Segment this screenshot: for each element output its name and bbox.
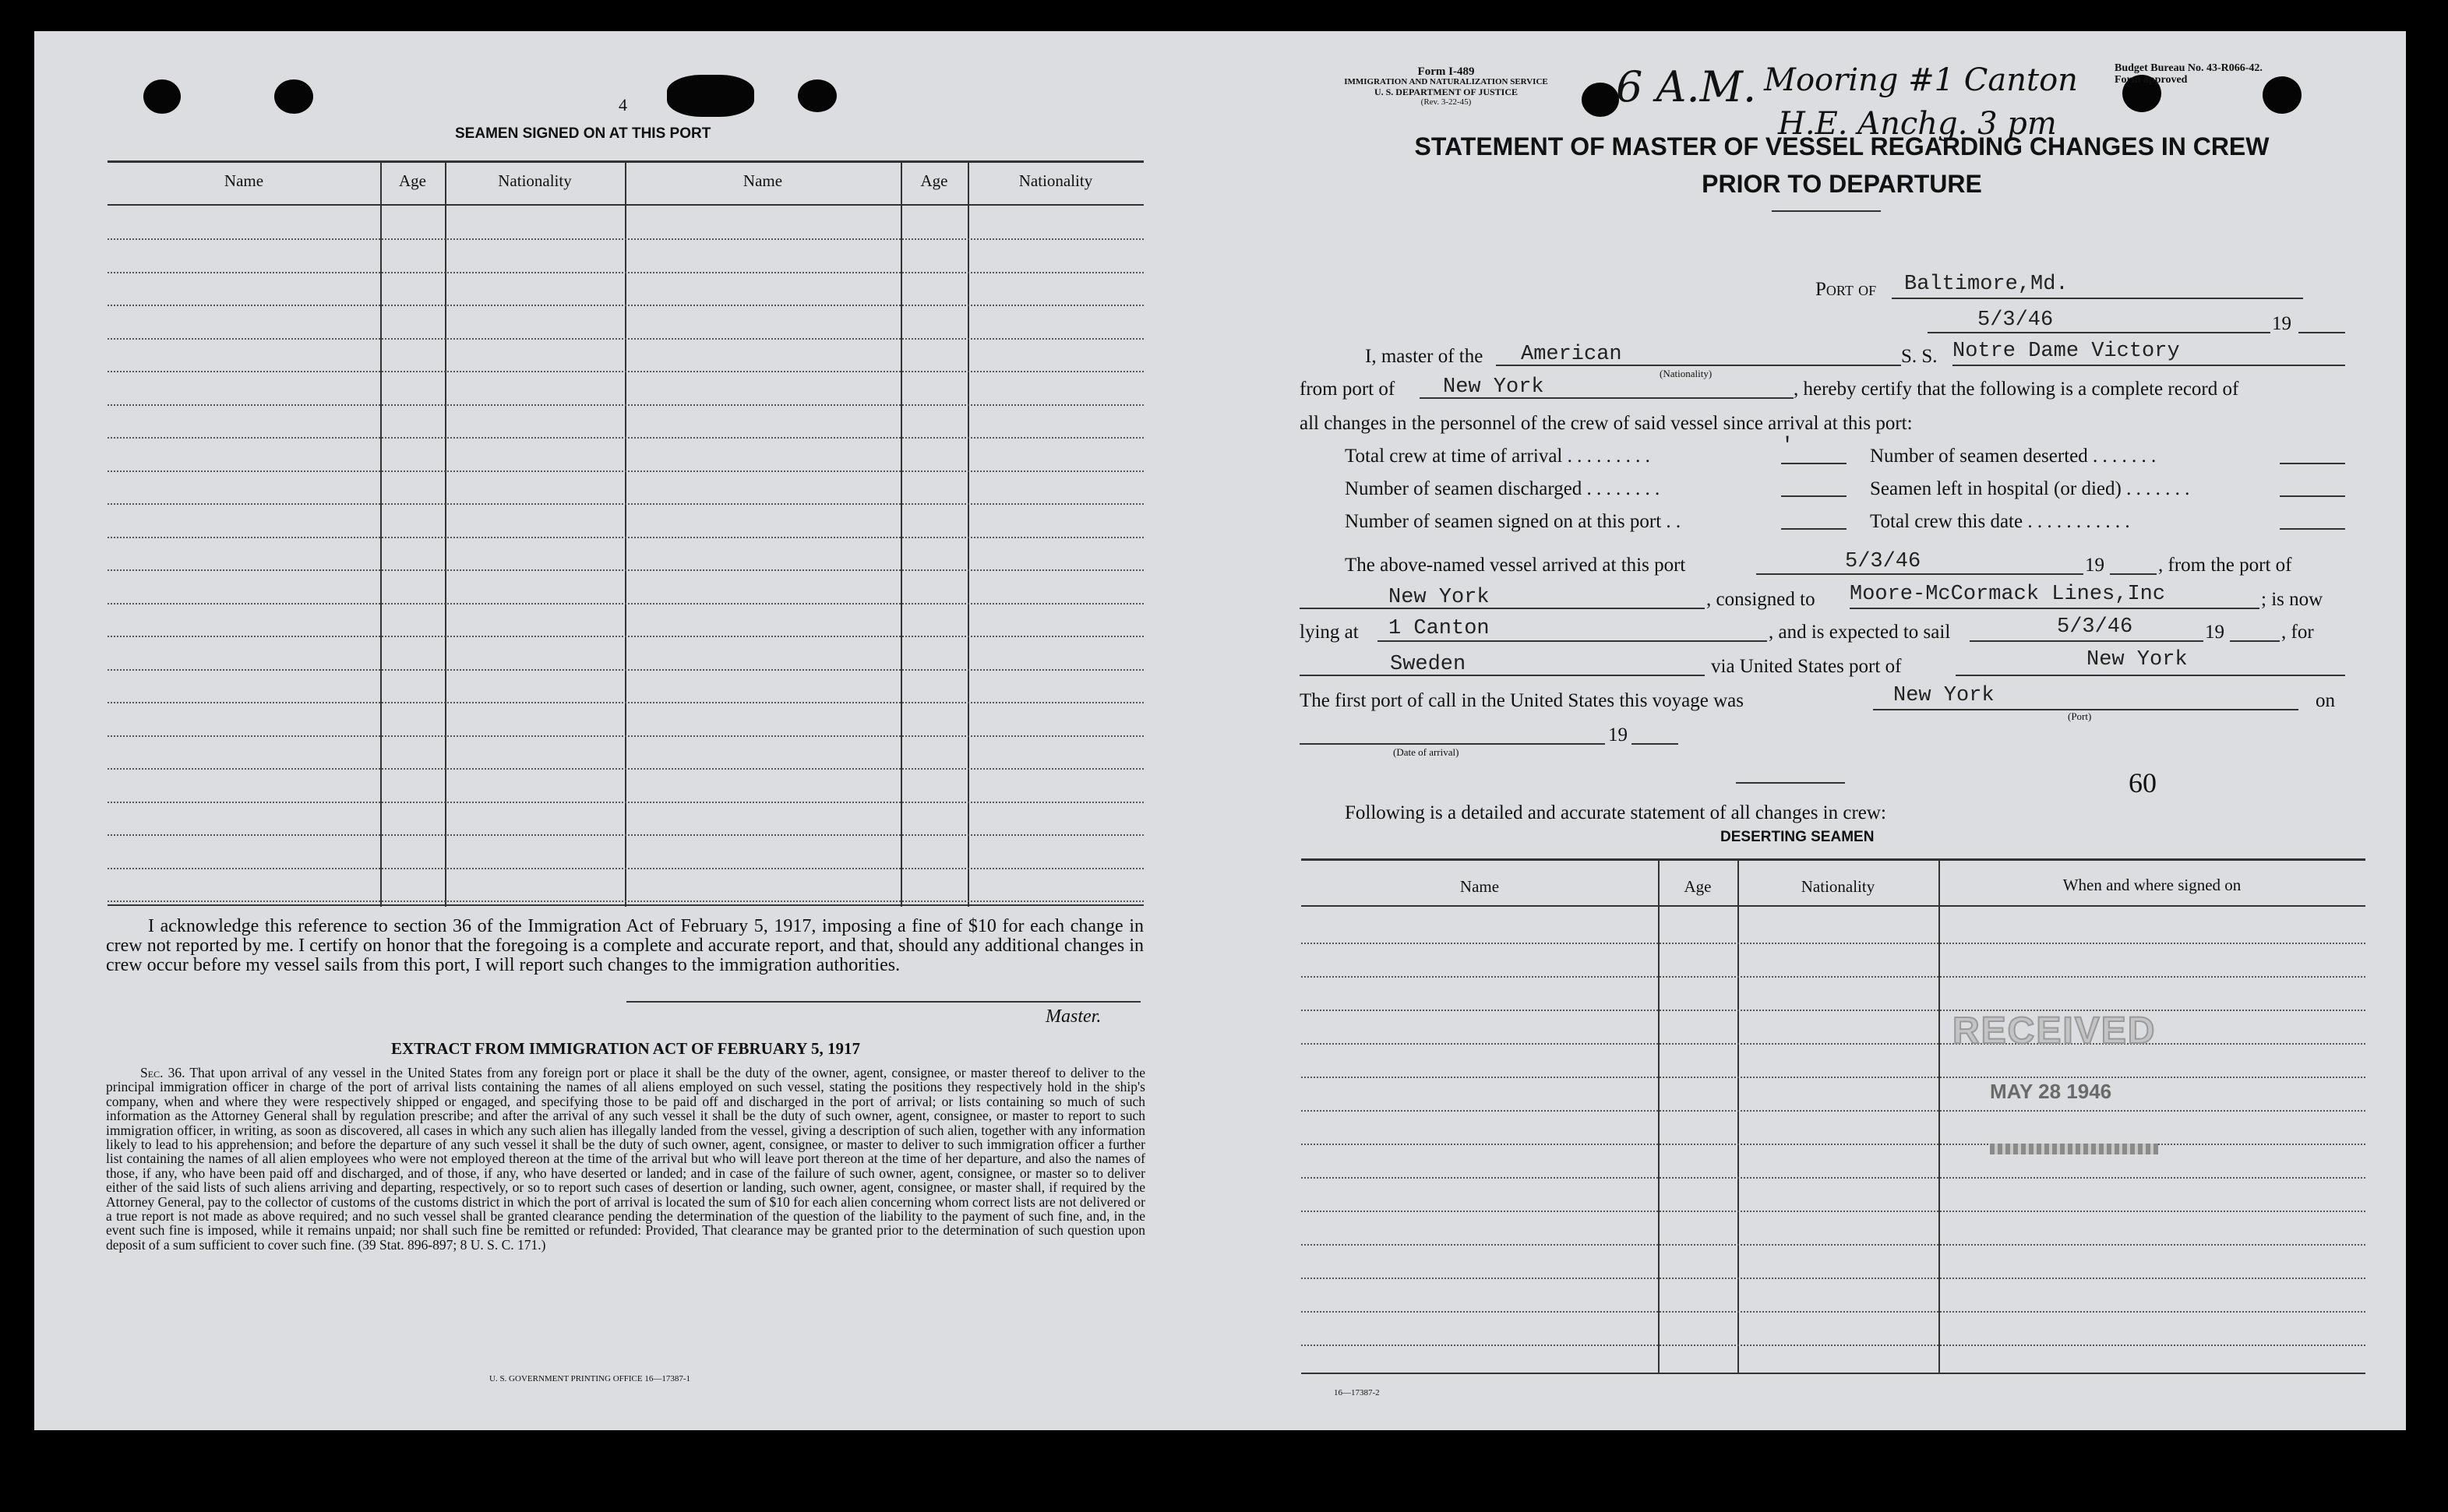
table-row-line (108, 569, 1144, 571)
table-row-line (1301, 1144, 2365, 1145)
table-row-line (1301, 1077, 2365, 1078)
table-row-line (108, 305, 1144, 306)
destination-value: Sweden (1390, 653, 1466, 676)
sail-date-value: 5/3/46 (2057, 615, 2133, 639)
table-row-line (108, 636, 1144, 637)
table-row-line (1301, 1211, 2365, 1212)
port-of-label: Port of (1815, 279, 1877, 300)
table-row-line (1301, 976, 2365, 978)
table-row-line (108, 735, 1144, 737)
for-label: , for (2281, 622, 2314, 643)
total-crew-arrival-label: Total crew at time of arrival . . . . . . . . . (1345, 446, 1650, 467)
from-port-of-value: New York (1388, 586, 1490, 609)
page-number: 4 (619, 95, 627, 115)
table-row-line (108, 371, 1144, 372)
total-crew-arrival-value: ' (1781, 435, 1794, 458)
table-row-line (108, 669, 1144, 671)
form-approved: Form approved (2115, 74, 2188, 86)
table-row-line (108, 802, 1144, 803)
form-header (1290, 67, 1602, 107)
redaction-mark (798, 79, 837, 112)
i-master-label: I, master of the (1365, 346, 1483, 367)
col-nationality: Nationality (1801, 877, 1875, 896)
gpo-imprint-left: U. S. GOVERNMENT PRINTING OFFICE 16—17387-1 (489, 1374, 691, 1383)
handwritten-time: 6 A.M. (1616, 62, 1757, 111)
year-label: 19 (2085, 555, 2104, 576)
stamp-smudge (1990, 1144, 2158, 1154)
port-value: Baltimore,Md. (1904, 273, 2069, 296)
table-row-line (1301, 1010, 2365, 1011)
col-name: Name (224, 171, 264, 190)
table-row-line (108, 437, 1144, 439)
redaction-mark (2263, 76, 2302, 114)
lying-at-label: lying at (1300, 622, 1359, 643)
ss-label: S. S. (1901, 346, 1938, 367)
received-stamp-date: MAY 28 1946 (1990, 1080, 2112, 1103)
deserting-title: DESERTING SEAMEN (1720, 829, 1875, 845)
table-row-line (108, 537, 1144, 538)
from-port-label: from port of (1300, 379, 1395, 400)
handwritten-anchorage-note: H.E. Anchg. 3 pm (1778, 106, 2057, 142)
extract-title: EXTRACT FROM IMMIGRATION ACT OF FEBRUARY 5, 1917 (390, 1039, 861, 1058)
via-port-value: New York (2086, 648, 2188, 671)
table-row-line (1301, 1244, 2365, 1246)
consignee-value: Moore-McCormack Lines,Inc (1850, 583, 2166, 606)
port-caption: (Port) (2068, 710, 2092, 722)
year-label: 19 (2272, 313, 2291, 334)
table-row-line (1301, 1177, 2365, 1179)
form-title (1328, 128, 2356, 203)
extract-lead: Sec. 36. (140, 1065, 185, 1080)
from-port-of-label: , from the port of (2158, 555, 2292, 576)
table-row-line (1301, 1043, 2365, 1045)
extract-text (106, 1066, 1145, 1252)
master-signature-line (626, 1001, 1141, 1003)
from-port-value: New York (1443, 375, 1544, 399)
date-of-arrival-caption: (Date of arrival) (1393, 746, 1459, 758)
first-port-value: New York (1893, 684, 1995, 707)
arrived-label: The above-named vessel arrived at this port (1345, 555, 1686, 576)
consigned-label: , consigned to (1706, 589, 1815, 610)
table-row-line (108, 702, 1144, 703)
redaction-mark (667, 75, 754, 117)
lying-at-value: 1 Canton (1388, 617, 1490, 640)
master-label: Master. (1046, 1006, 1102, 1027)
seamen-signed-label: Number of seamen signed on at this port . . (1345, 511, 1681, 532)
arrived-date-value: 5/3/46 (1845, 550, 1921, 573)
col-age: Age (399, 171, 426, 190)
table-row-line (108, 768, 1144, 770)
table-row-line (108, 603, 1144, 604)
vessel-name-value: Notre Dame Victory (1952, 340, 2180, 363)
gpo-imprint-right: 16—17387-2 (1334, 1388, 1380, 1397)
form-service: IMMIGRATION AND NATURALIZATION SERVICE (1344, 77, 1548, 86)
document-sheet (34, 31, 2406, 1430)
redaction-mark (143, 79, 181, 114)
extract-body: That upon arrival of any vessel in the United States from any foreign port or place it shall be the duty of the owner, agent, consignee, or master thereof to deliver to the principal immigration officer in charge of the port of arrival lists containing the names of all aliens employed on such vessel, stating the positions they respectively hold in the ship's company, when and where they were respectively shipped or engaged, and specifying those to be paid off and discharged in the port of arrival; or lists containing so much of such information as the Attorney General shall by regulation prescribe; and after the arrival of any such vessel it shall be the duty of such owner, agent, consignee, or master to report to such immigration officer, in writing, as soon as discovered, all cases in which any such alien has illegally landed from the vessel, giving a description of such alien, together with any information likely to lead to his apprehension; and before the departure of any such vessel it shall be the duty of such owner, agent, consignee, or master to deliver to such immigration officer a further list containing the names of all alien employees who were not employed thereon at the time of the arrival but who will leave port thereon at the time of her departure, and also the names of those, if any, who have been paid off and discharged, and of those, if any, who have deserted or landed; and in case of the failure of such owner, agent, consignee, or master so to deliver either of the said lists of such aliens arriving and departing, respectively, or so to report such cases of desertion or landing, such owner, agent, consignee, or master shall, if required by the Attorney General, pay to the collector of customs of the customs district in which the port of arrival is located the sum of $10 for each alien concerning whom correct lists are not delivered or a true report is not made as above required; and no such vessel shall be granted clearance pending the determination of the question of the liability to the payment of such fine, and, in the event such fine is imposed, while it remains unpaid; nor shall such fine be remitted or refunded: Provided, That clearance may be granted prior to the determination of such question upon deposit of a sum sufficient to cover such fine. (39 Stat. 896-897; 8 U. S. C. 171.) (106, 1065, 1145, 1253)
col-name: Name (1459, 877, 1500, 896)
form-dept: U. S. DEPARTMENT OF JUSTICE (1374, 86, 1519, 97)
table-row-line (108, 901, 1144, 902)
form-number: Form I-489 (1417, 65, 1475, 78)
budget-bureau (2115, 62, 2263, 86)
col-age: Age (1684, 877, 1712, 896)
col-name: Name (743, 171, 783, 190)
table-row-line (108, 834, 1144, 836)
seamen-hospital-label: Seamen left in hospital (or died) . . . . . . . (1870, 478, 2190, 499)
col-nationality: Nationality (498, 171, 572, 190)
handwritten-60: 60 (2129, 767, 2157, 798)
total-crew-date-label: Total crew this date . . . . . . . . . . . (1870, 511, 2130, 532)
table-row-line (108, 404, 1144, 406)
received-stamp: RECEIVED (1952, 1010, 2157, 1052)
col-when-where-signed: When and where signed on (2062, 876, 2242, 894)
nationality-value: American (1521, 343, 1622, 366)
year-label: 19 (1608, 724, 1628, 745)
is-now-label: ; is now (2261, 589, 2323, 610)
form-rev: (Rev. 3-22-45) (1420, 97, 1472, 107)
year-label: 19 (2205, 622, 2224, 643)
form-title-line1: STATEMENT OF MASTER OF VESSEL REGARDING CHANGES IN CREW (1414, 132, 2270, 160)
following-label: Following is a detailed and accurate statement of all changes in crew: (1345, 802, 1886, 823)
certify-label: , hereby certify that the following is a complete record of (1794, 379, 2239, 400)
on-label: on (2316, 690, 2335, 711)
seamen-signed-title: SEAMEN SIGNED ON AT THIS PORT (455, 125, 711, 142)
budget-number: Budget Bureau No. 43-R066-42. (2115, 62, 2263, 74)
table-row-line (1301, 1110, 2365, 1112)
handwritten-mooring-note: Mooring #1 Canton (1764, 62, 2078, 98)
seamen-deserted-label: Number of seamen deserted . . . . . . . (1870, 446, 2157, 467)
col-age: Age (920, 171, 948, 190)
date-value: 5/3/46 (1977, 308, 2054, 332)
table-row-line (108, 868, 1144, 869)
col-nationality: Nationality (1018, 171, 1093, 190)
redaction-mark (274, 79, 313, 114)
acknowledgement-text: I acknowledge this reference to section 36 of the Immigration Act of February 5, 1917, imposing a fine of $10 for each change in crew not reported by me. I certify on honor that the foregoing is a complete and accurate report, and that, should any additional changes in crew occur before my vessel sails from this port, I will report such changes to the immigration authorities. (106, 916, 1144, 975)
table-row-line (108, 338, 1144, 340)
table-row-line (108, 503, 1144, 505)
table-row-line (108, 238, 1144, 240)
seamen-discharged-label: Number of seamen discharged . . . . . . . . (1345, 478, 1660, 499)
table-row-line (108, 471, 1144, 472)
table-row-line (108, 272, 1144, 273)
expected-sail-label: , and is expected to sail (1769, 622, 1951, 643)
first-port-label: The first port of call in the United States this voyage was (1300, 690, 1744, 711)
table-row-line (1301, 943, 2365, 944)
table-row-line (1301, 1278, 2365, 1279)
form-title-line2: PRIOR TO DEPARTURE (1702, 170, 1982, 198)
table-row-line (1301, 1345, 2365, 1346)
all-changes-label: all changes in the personnel of the crew of said vessel since arrival at this port: (1300, 413, 1913, 434)
table-row-line (1301, 1311, 2365, 1313)
nationality-caption: (Nationality) (1660, 368, 1713, 379)
via-label: via United States port of (1711, 656, 1902, 677)
